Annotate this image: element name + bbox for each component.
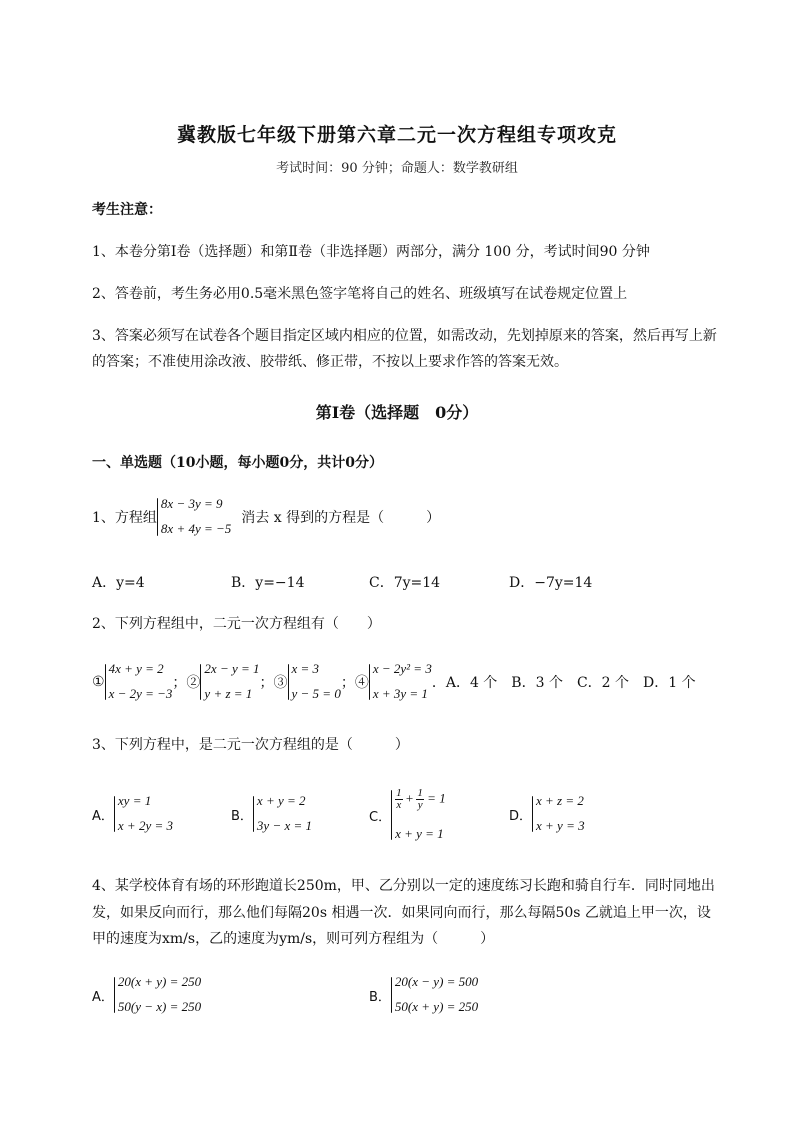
question-4-line-2: 发，如果反向而行，那么他们每隔20s 相遇一次．如果同向而行，那么每隔50s 乙就追上甲一次，设: [92, 905, 711, 921]
q2-system-3: [288, 662, 341, 702]
q3-b-eq-1: x + y = 2: [256, 793, 306, 808]
q2-system-4-eq-1: x − 2y² = 3: [372, 661, 432, 676]
question-3-stem: 3、下列方程中，是二元一次方程组的是（ ）: [92, 737, 409, 753]
note-item-3-line-1: 3、答案必须写在试卷各个题目指定区域内相应的位置，如需改动，先划掉原来的答案，然后再写上新: [92, 328, 717, 344]
note-item-2: 2、答卷前，考生务必用0.5毫米黑色签字笔将自己的姓名、班级填写在试卷规定位置上: [92, 286, 628, 302]
q2-system-1-eq-1: 4x + y = 2: [108, 661, 164, 676]
exam-subtitle: 考试时间：90 分钟；命题人：数学教研组: [276, 161, 518, 176]
question-2-stem: 2、下列方程组中，二元一次方程组有（ ）: [92, 616, 381, 632]
q2-system-3-eq-1: x = 3: [291, 661, 320, 676]
q2-answer-options: ．A．4 个 B．3 个 C．2 个 D．1 个: [431, 675, 696, 691]
q3-option-a: [92, 794, 173, 834]
q4-option-b-label: B．: [369, 989, 391, 1005]
brace-icon: [157, 498, 158, 536]
q2-system-4: [369, 662, 432, 702]
q3-c-eq-1: $\frac{1}{x}$ + $\frac{1}{y}$ = 1: [396, 787, 446, 811]
q1-option-a: A．y=4: [92, 575, 145, 591]
brace-icon: [391, 790, 392, 840]
q3-c-frac-1-denominator: x: [396, 799, 402, 811]
q3-b-eq-2: 3y − x = 1: [256, 818, 313, 834]
notes-heading: 考生注意：: [92, 202, 162, 218]
brace-icon: [253, 796, 254, 832]
q1-option-b: B．y=−14: [231, 575, 305, 591]
note-item-3-line-2: 的答案；不准使用涂改液、胶带纸、修正带，不按以上要求作答的答案无效。: [92, 354, 568, 370]
q3-c-eq-1-rhs: = 1: [427, 790, 446, 806]
note-item-1: 1、本卷分第Ⅰ卷（选择题）和第Ⅱ卷（非选择题）两部分，满分 100 分，考试时间90 分钟: [92, 244, 650, 260]
brace-icon: [532, 796, 533, 832]
brace-icon: [200, 664, 201, 700]
question-1: [92, 497, 440, 537]
brace-icon: [369, 664, 370, 700]
q4-a-eq-2: 50(y − x) = 250: [117, 999, 202, 1015]
q3-a-eq-1: xy = 1: [117, 793, 152, 808]
question-4-line-3: 甲的速度为xm/s，乙的速度为ym/s，则可列方程组为（ ）: [92, 931, 495, 947]
question-1-number: 1、方程组: [92, 510, 157, 526]
q3-option-b-label: B．: [231, 808, 253, 824]
q3-c-eq-2: x + y = 1: [395, 826, 444, 842]
question-1-stem: 消去 x 得到的方程是（ ）: [241, 510, 441, 526]
question-2-systems: [92, 662, 696, 702]
q3-option-c: [369, 788, 446, 842]
q3-c-frac-1-numerator: 1: [396, 787, 402, 799]
q3-c-frac-2-numerator: 1: [417, 787, 423, 799]
brace-icon: [105, 664, 106, 700]
q2-system-2-eq-1: 2x − y = 1: [204, 661, 260, 676]
q3-option-c-label: C．: [369, 809, 392, 825]
q1-option-c: C．7y=14: [369, 575, 441, 591]
q3-option-d: [509, 794, 585, 834]
q2-system-1-eq-2: x − 2y = −3: [108, 686, 173, 702]
q2-marker-4: ；④: [340, 675, 369, 691]
brace-icon: [391, 977, 392, 1013]
q3-a-eq-2: x + 2y = 3: [117, 818, 173, 834]
q2-system-2-eq-2: y + z = 1: [204, 686, 253, 702]
question-4-line-1: 4、某学校体育有场的环形跑道长250m，甲、乙分别以一定的速度练习长跑和骑自行车．同时同地出: [92, 878, 715, 894]
brace-icon: [114, 977, 115, 1013]
q2-system-1: [105, 662, 173, 702]
q1-equation-1: 8x − 3y = 9: [160, 496, 223, 511]
q4-option-a: [92, 975, 201, 1015]
q1-equation-system: [157, 497, 231, 537]
q2-marker-2: ；②: [172, 675, 201, 691]
q3-option-b: [231, 794, 312, 834]
q3-d-eq-2: x + y = 3: [536, 818, 585, 834]
q4-a-eq-1: 20(x + y) = 250: [117, 974, 202, 989]
exam-title: 冀教版七年级下册第六章二元一次方程组专项攻克: [176, 124, 617, 146]
q2-system-3-eq-2: y − 5 = 0: [291, 686, 341, 702]
q4-option-a-label: A．: [92, 989, 114, 1005]
section-title: 第Ⅰ卷（选择题 0分）: [315, 403, 479, 422]
q1-option-d: D．−7y=14: [509, 575, 593, 591]
q2-system-4-eq-2: x + 3y = 1: [372, 686, 428, 702]
brace-icon: [288, 664, 289, 700]
q3-d-eq-1: x + z = 2: [536, 793, 584, 808]
q4-b-eq-1: 20(x − y) = 500: [394, 974, 479, 989]
q4-option-b: [369, 975, 478, 1015]
q3-c-frac-2-denominator: y: [417, 799, 423, 811]
q1-equation-2: 8x + 4y = −5: [160, 521, 232, 537]
q4-b-eq-2: 50(x + y) = 250: [394, 999, 479, 1015]
brace-icon: [114, 796, 115, 832]
q2-marker-1: ①: [92, 674, 105, 690]
q3-option-a-label: A．: [92, 808, 114, 824]
q2-marker-3: ；③: [259, 675, 288, 691]
q3-option-d-label: D．: [509, 808, 533, 824]
part-title: 一、单选题（10小题，每小题0分，共计0分）: [92, 455, 383, 471]
q2-system-2: [200, 662, 259, 702]
